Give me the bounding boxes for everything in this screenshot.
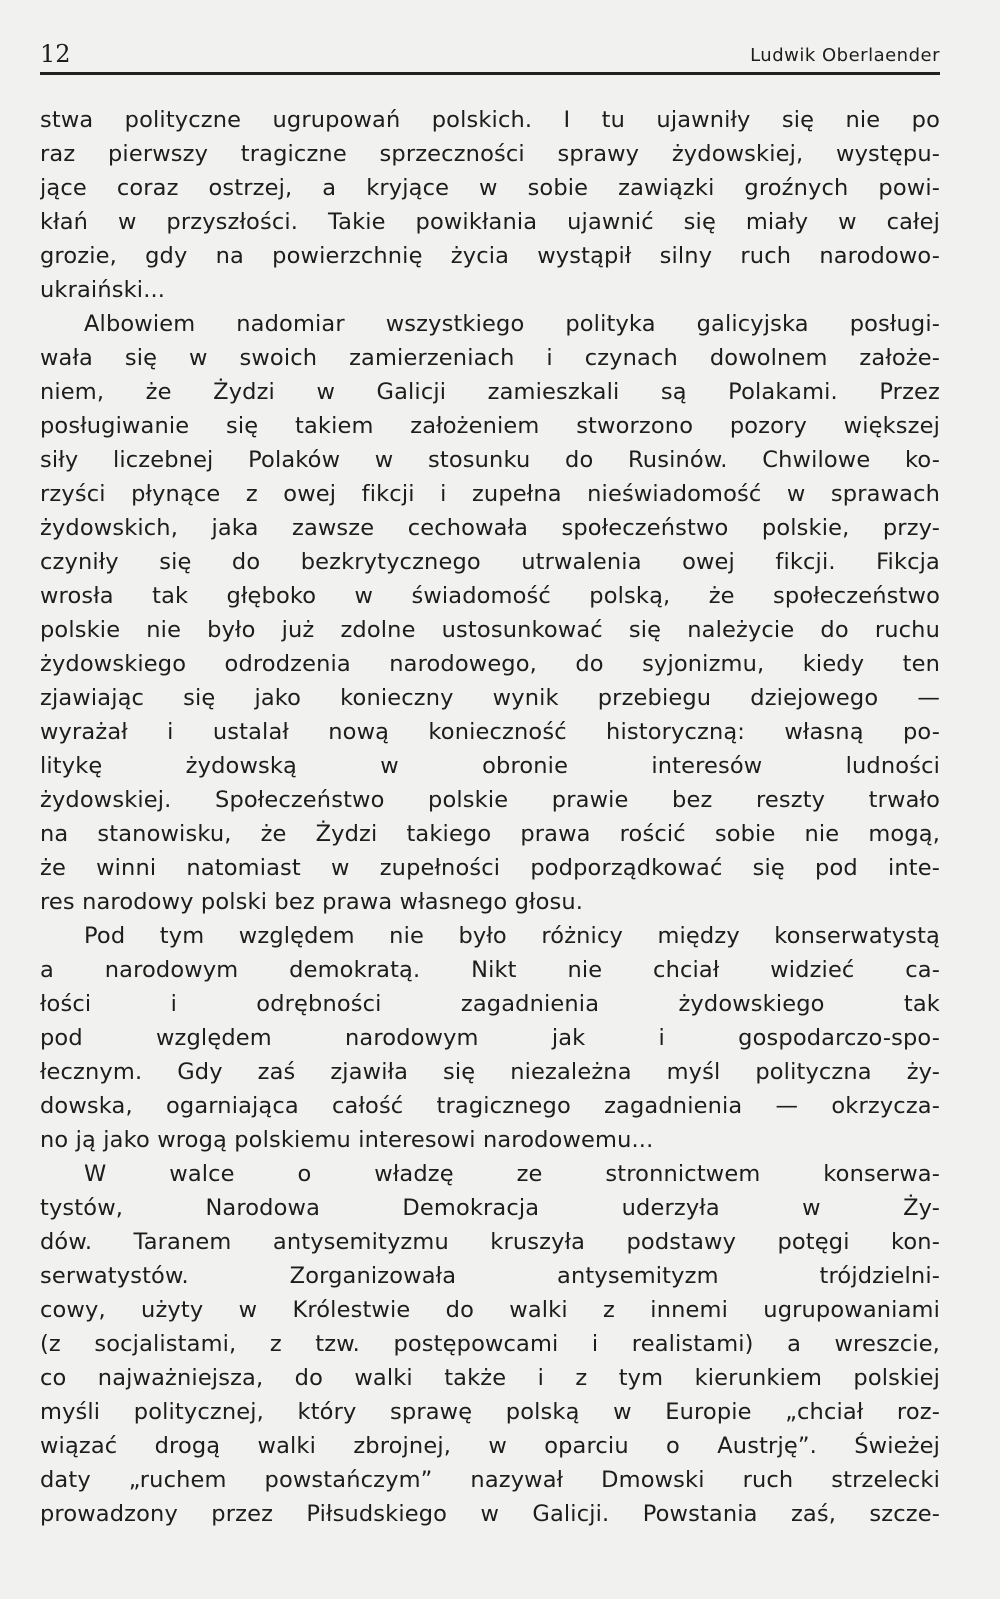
text-line: wała się w swoich zamierzeniach i czynach dowolnem założe- xyxy=(40,345,940,371)
text-line: łości i odrębności zagadnienia żydowskiego tak xyxy=(40,991,940,1017)
page-header xyxy=(40,36,940,66)
text-line: żydowskiej. Społeczeństwo polskie prawie bez reszty trwało xyxy=(40,787,940,813)
text-line: dowska, ogarniająca całość tragicznego zagadnienia — okrzycza- xyxy=(40,1093,940,1119)
text-line: posługiwanie się takiem założeniem stworzono pozory większej xyxy=(40,413,940,439)
text-line: żydowskiego odrodzenia narodowego, do syjonizmu, kiedy ten xyxy=(40,651,940,677)
text-line: wyrażał i ustalał nową konieczność historyczną: własną po- xyxy=(40,719,940,745)
text-line: kłań w przyszłości. Takie powikłania ujawnić się miały w całej xyxy=(40,209,940,235)
text-line: raz pierwszy tragiczne sprzeczności sprawy żydowskiej, występu- xyxy=(40,141,940,167)
text-line: niem, że Żydzi w Galicji zamieszkali są Polakami. Przez xyxy=(40,379,940,405)
text-line: polskie nie było już zdolne ustosunkować się należycie do ruchu xyxy=(40,617,940,643)
text-line: wrosła tak głęboko w świadomość polską, że społeczeństwo xyxy=(40,583,940,609)
text-line: żydowskich, jaka zawsze cechowała społeczeństwo polskie, przy- xyxy=(40,515,940,541)
text-line: stwa polityczne ugrupowań polskich. I tu ujawniły się nie po xyxy=(40,107,940,133)
text-line: res narodowy polski bez prawa własnego głosu. xyxy=(40,889,584,915)
text-line: daty „ruchem powstańczym” nazywał Dmowski ruch strzelecki xyxy=(40,1467,940,1493)
text-line: łecznym. Gdy zaś zjawiła się niezależna myśl polityczna ży- xyxy=(40,1059,940,1085)
text-line: prowadzony przez Piłsudskiego w Galicji. Powstania zaś, szcze- xyxy=(40,1501,940,1527)
text-line: rzyści płynące z owej fikcji i zupełna nieświadomość w sprawach xyxy=(40,481,940,507)
text-line: grozie, gdy na powierzchnię życia wystąpił silny ruch narodowo- xyxy=(40,243,940,269)
running-title: Ludwik Oberlaender xyxy=(750,45,940,66)
text-line: serwatystów. Zorganizowała antysemityzm trójdzielni- xyxy=(40,1263,940,1289)
text-line: pod względem narodowym jak i gospodarczo-spo- xyxy=(40,1025,940,1051)
text-line: myśli politycznej, który sprawę polską w Europie „chciał roz- xyxy=(40,1399,940,1425)
text-line: W walce o władzę ze stronnictwem konserwa- xyxy=(84,1161,940,1187)
text-line: a narodowym demokratą. Nikt nie chciał widzieć ca- xyxy=(40,957,940,983)
text-line: Pod tym względem nie było różnicy między konserwatystą xyxy=(84,923,940,949)
text-line: co najważniejsza, do walki także i z tym kierunkiem polskiej xyxy=(40,1365,940,1391)
text-line: zjawiając się jako konieczny wynik przebiegu dziejowego — xyxy=(40,685,940,711)
text-line: dów. Taranem antysemityzmu kruszyła podstawy potęgi kon- xyxy=(40,1229,940,1255)
text-line: Albowiem nadomiar wszystkiego polityka galicyjska posługi- xyxy=(84,311,940,337)
text-line: czyniły się do bezkrytycznego utrwalenia owej fikcji. Fikcja xyxy=(40,549,940,575)
text-line: ukraiński... xyxy=(40,277,166,303)
text-line: jące coraz ostrzej, a kryjące w sobie zawiązki groźnych powi- xyxy=(40,175,940,201)
page-number: 12 xyxy=(40,40,71,68)
text-line: tystów, Narodowa Demokracja uderzyła w Ży- xyxy=(40,1195,940,1221)
text-line: wiązać drogą walki zbrojnej, w oparciu o Austrję”. Świeżej xyxy=(40,1433,940,1459)
text-line: no ją jako wrogą polskiemu interesowi narodowemu... xyxy=(40,1127,654,1153)
header-rule xyxy=(40,72,940,75)
text-line: (z socjalistami, z tzw. postępowcami i realistami) a wreszcie, xyxy=(40,1331,940,1357)
body-text xyxy=(40,103,940,1531)
text-line: na stanowisku, że Żydzi takiego prawa rościć sobie nie mogą, xyxy=(40,821,940,847)
text-line: litykę żydowską w obronie interesów ludności xyxy=(40,753,940,779)
text-line: siły liczebnej Polaków w stosunku do Rusinów. Chwilowe ko- xyxy=(40,447,940,473)
text-line: że winni natomiast w zupełności podporządkować się pod inte- xyxy=(40,855,940,881)
text-line: cowy, użyty w Królestwie do walki z innemi ugrupowaniami xyxy=(40,1297,940,1323)
